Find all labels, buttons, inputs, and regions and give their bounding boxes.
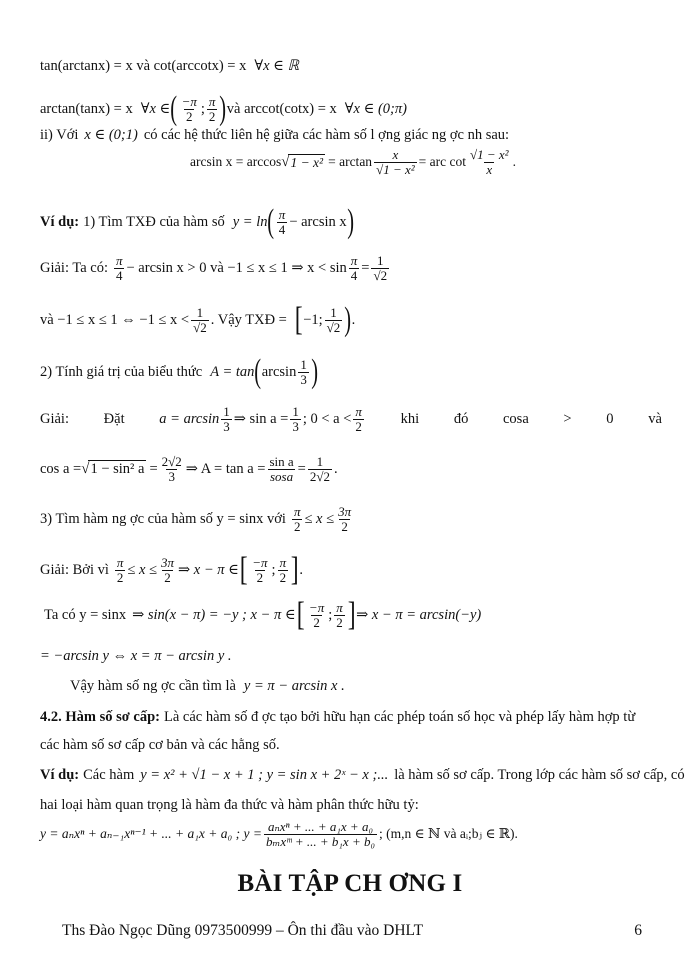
numerator: √1 − x² <box>470 147 509 162</box>
math: = −arcsin y ⇔ x = π − arcsin y . <box>40 648 232 664</box>
fraction <box>277 208 288 236</box>
fraction <box>349 254 360 282</box>
math: ⇒ x − π ∈ <box>178 561 239 578</box>
right-paren: ) <box>311 353 318 390</box>
denominator: 2 <box>313 614 320 630</box>
math: − arcsin x <box>289 213 347 230</box>
denominator: 2 <box>279 569 287 585</box>
denominator: 2 <box>185 108 193 124</box>
denominator: 2 <box>341 518 348 534</box>
math: arcsin <box>261 363 297 380</box>
text: . <box>512 154 516 170</box>
paragraph-polynomials <box>40 797 419 814</box>
math: ⇒ x − π = arcsin(−y) <box>356 606 482 623</box>
math: cos a = <box>40 460 82 477</box>
text: và <box>648 410 662 427</box>
left-paren: ( <box>267 203 275 240</box>
denominator: √2 <box>373 267 388 283</box>
numerator: −π <box>181 93 197 109</box>
fraction <box>325 306 343 334</box>
numerator: 3π <box>161 554 175 570</box>
numerator: π <box>208 93 216 109</box>
example-label: Ví dụ: <box>40 213 80 230</box>
right-bracket: ] <box>347 596 356 633</box>
text: Ta có y = sinx <box>44 606 127 623</box>
fraction <box>114 254 125 282</box>
denominator: 4 <box>350 267 358 283</box>
math: và −1 ≤ x ≤ 1 ⇔ −1 ≤ x < <box>40 311 190 328</box>
left-paren: ( <box>254 353 262 390</box>
math: y = x² + √1 − x + 1 ; y = sin x + 2ˣ − x ;... <box>140 767 389 783</box>
denominator: 4 <box>115 267 123 283</box>
denominator: 3 <box>292 418 299 434</box>
math: y = ln <box>232 213 268 230</box>
right-paren: ) <box>219 90 227 127</box>
numerator: 2√2 <box>161 454 182 469</box>
math: ⇒ sin a = <box>233 410 289 427</box>
denominator: 3 <box>168 468 175 484</box>
formula-polynomial-rational <box>40 820 518 848</box>
denominator: 2 <box>208 108 216 124</box>
text: arcsin x = arccos <box>190 154 282 170</box>
math: −1; <box>303 311 323 328</box>
numerator: π <box>116 554 124 570</box>
text: 2) Tính giá trị của biểu thức <box>40 363 203 380</box>
left-bracket: [ <box>294 301 303 338</box>
text: Vậy hàm số ng ợc cần tìm là <box>70 678 236 694</box>
text: có các hệ thức liên hệ giữa các hàm số l ợng giác ng ợc nh sau: <box>143 127 510 143</box>
fraction <box>292 505 303 533</box>
numerator: sin a <box>269 454 294 469</box>
numerator: 3π <box>338 504 352 519</box>
text: arctan(tanx) = x <box>40 100 133 117</box>
text: . <box>299 561 304 578</box>
example-2 <box>40 355 318 389</box>
math: y = π − arcsin x . <box>243 678 345 694</box>
solution-1a <box>40 254 391 282</box>
denominator: 3 <box>223 418 230 434</box>
math: ; 0 < a < <box>302 410 352 427</box>
footer-author: Ths Đào Ngọc Dũng 0973500999 – Ôn thi đầu vào DHLT <box>62 922 424 939</box>
math-group <box>159 405 366 433</box>
text: hai loại hàm quan trọng là hàm đa thức và hàm phân thức hữu tỷ: <box>40 797 419 813</box>
text: các hàm số sơ cấp cơ bản và các hằng số. <box>40 737 280 753</box>
math: ∀x ∈ (0;π) <box>344 100 407 117</box>
numerator: −π <box>252 554 268 570</box>
numerator: 1 <box>196 304 204 320</box>
numerator: x <box>392 147 399 162</box>
text: > <box>563 410 572 427</box>
math: ⇒ sin(x − π) = −y ; x − π ∈ <box>132 606 296 623</box>
solution-3b: Ta có y = sinx ⇒ sin(x − π) = −y ; x − π ∈ [ $\frac{-\pi}{2}$ ; $\frac{\pi}{2}$ ] ⇒ x − π = arcsin(−y) <box>44 596 482 633</box>
fraction <box>207 95 218 123</box>
identity-tan-cot <box>40 58 299 75</box>
text: . <box>351 311 356 328</box>
radicand: 2 <box>200 319 207 335</box>
fraction <box>334 601 345 629</box>
fraction <box>374 148 417 176</box>
page-footer <box>62 922 642 940</box>
denominator: x <box>486 161 493 177</box>
numerator: aₙxⁿ + ... + a₁x + a₀ <box>267 819 373 834</box>
section-4-2 <box>40 709 635 726</box>
math: − arcsin x > 0 và −1 ≤ x ≤ 1 ⇒ x < sin <box>126 259 347 276</box>
numerator: π <box>115 253 123 268</box>
conclusion-3 <box>70 678 345 695</box>
fraction <box>221 405 232 433</box>
text: 3) Tìm hàm ng ợc của hàm số y = sinx với <box>40 510 286 527</box>
section-4-2-cont <box>40 737 280 754</box>
numerator: π <box>278 206 286 222</box>
text: = arc cot <box>418 154 466 170</box>
section-label: 4.2. Hàm số sơ cấp: <box>40 709 161 725</box>
numerator: 1 <box>377 253 384 268</box>
radicand: 1 − x² <box>383 161 415 177</box>
example-3 <box>40 505 355 533</box>
example-1 <box>40 205 354 239</box>
numerator: 1 <box>316 454 324 469</box>
fraction <box>290 405 301 433</box>
denominator: 2 <box>256 569 264 585</box>
solution-1b <box>40 303 355 337</box>
fraction <box>278 556 289 584</box>
math: a = arcsin <box>159 410 220 427</box>
math: ∀x ∈ <box>140 100 171 117</box>
numerator: 1 <box>292 404 299 419</box>
math: y = aₙxⁿ + aₙ₋₁xⁿ⁻¹ + ... + a₁x + a₀ ; y = <box>40 826 262 842</box>
paragraph-ii <box>40 127 509 144</box>
math: A = tan <box>210 363 255 380</box>
fraction <box>308 455 332 483</box>
numerator: π <box>336 599 343 615</box>
example-label: Ví dụ: <box>40 767 80 783</box>
numerator: −π <box>308 599 325 615</box>
denominator: 2 <box>355 418 362 434</box>
fraction <box>298 358 309 386</box>
fraction <box>160 455 184 483</box>
left-bracket: [ <box>296 596 305 633</box>
formula-arcsin-relations <box>190 148 516 176</box>
text: Các hàm <box>83 767 135 783</box>
math: x ∈ (0;1) <box>84 127 138 143</box>
fraction <box>191 306 209 334</box>
right-paren: ) <box>344 301 352 338</box>
section-title: BÀI TẬP CH ƠNG I <box>237 870 463 897</box>
math: ≤ x ≤ <box>127 561 158 578</box>
numerator: 1 <box>223 404 230 419</box>
denominator: 2 <box>164 569 171 585</box>
fraction <box>307 601 326 629</box>
square-root: √ 1 − x² <box>281 153 324 170</box>
math: ⇒ A = tan a = <box>185 460 266 477</box>
radicand: 2 <box>380 267 388 283</box>
math: = <box>297 460 306 477</box>
denominator: 2 <box>293 518 301 534</box>
text: ii) Với <box>40 127 79 143</box>
math: ≤ x ≤ <box>304 510 335 527</box>
text: . <box>333 460 338 477</box>
text: khi <box>400 410 420 427</box>
denominator: 2 <box>116 569 124 585</box>
fraction <box>115 556 126 584</box>
right-paren: ) <box>346 203 354 240</box>
math: = <box>361 259 370 276</box>
fraction <box>264 820 377 848</box>
text: Là các hàm số đ ợc tạo bởi hữu hạn các phép toán số học và phép lấy hàm hợp từ <box>164 709 636 725</box>
left-paren: ( <box>170 90 178 127</box>
text: Đặt <box>103 410 125 427</box>
solution-3a: Giải: Bởi vì $\frac{\pi}{2}$ ≤ x ≤ $\frac{3\pi}{2}$ ⇒ x − π ∈ [ $\frac{-\pi}{2}$ ; $\frac{\pi}{2}$ ] . <box>40 551 304 588</box>
fraction <box>353 405 364 433</box>
denominator: bₘxᵐ + ... + b₁x + b₀ <box>265 833 375 849</box>
numerator: π <box>279 554 287 570</box>
solution-3c <box>40 648 232 665</box>
fraction <box>336 505 353 533</box>
text: là hàm số sơ cấp. Trong lớp các hàm số sơ cấp, có <box>394 767 685 783</box>
denominator: 4 <box>278 221 286 237</box>
fraction <box>159 556 176 584</box>
numerator: 1 <box>330 304 337 320</box>
solution-2a <box>40 405 662 433</box>
left-bracket: [ <box>239 551 248 588</box>
fraction <box>267 455 295 483</box>
denominator: √2 <box>326 319 341 335</box>
example-elementary <box>40 767 685 784</box>
page-number: 6 <box>634 922 642 939</box>
numerator: 1 <box>300 356 307 372</box>
denominator: √2 <box>193 319 207 335</box>
fraction <box>371 254 389 282</box>
denominator: 2√2 <box>309 468 330 484</box>
right-bracket: ] <box>290 551 299 588</box>
text: tan(arctanx) = x và cot(arccotx) = x <box>40 58 247 74</box>
text: = arctan <box>328 154 373 170</box>
denominator: sosa <box>269 468 294 484</box>
solution-2b <box>40 455 338 483</box>
numerator: π <box>350 253 358 268</box>
denominator: 2 <box>336 614 343 630</box>
text: Giải: Bởi vì <box>40 561 109 578</box>
numerator: π <box>355 404 362 419</box>
denominator: √1 − x² <box>376 161 415 177</box>
radicand: 2 <box>333 319 341 335</box>
text: và arccot(cotx) = x <box>226 100 337 117</box>
text: Giải: Ta có: <box>40 259 108 276</box>
denominator: 3 <box>300 371 307 387</box>
math: = <box>149 460 158 477</box>
math: ∀x ∈ ℝ <box>254 58 300 74</box>
text: đó <box>453 410 469 427</box>
fraction <box>250 556 269 584</box>
text: Giải: <box>40 410 69 427</box>
text: cosa <box>502 410 529 427</box>
fraction <box>468 148 511 176</box>
numerator: π <box>293 504 301 519</box>
square-root: √ 1 − sin² a <box>81 461 145 478</box>
math: ; (m,n ∈ ℕ và aᵢ;bⱼ ∈ ℝ). <box>379 826 518 842</box>
radicand: 1 − x² <box>290 154 324 170</box>
text: . Vậy TXĐ = <box>210 311 287 328</box>
text: 1) Tìm TXĐ của hàm số <box>83 213 225 230</box>
radicand: 1 − x² <box>477 147 509 162</box>
text: 0 <box>606 410 614 427</box>
radicand: 1 − sin² a <box>90 461 145 478</box>
identity-arctan-arccot: arctan(tanx) = x ∀x ∈ ( $\frac{-\pi}{2}$ ; $\frac{\pi}{2}$ ) và arccot(cotx) = x ∀x ∈ (0;π) <box>40 90 407 127</box>
fraction <box>180 95 199 123</box>
